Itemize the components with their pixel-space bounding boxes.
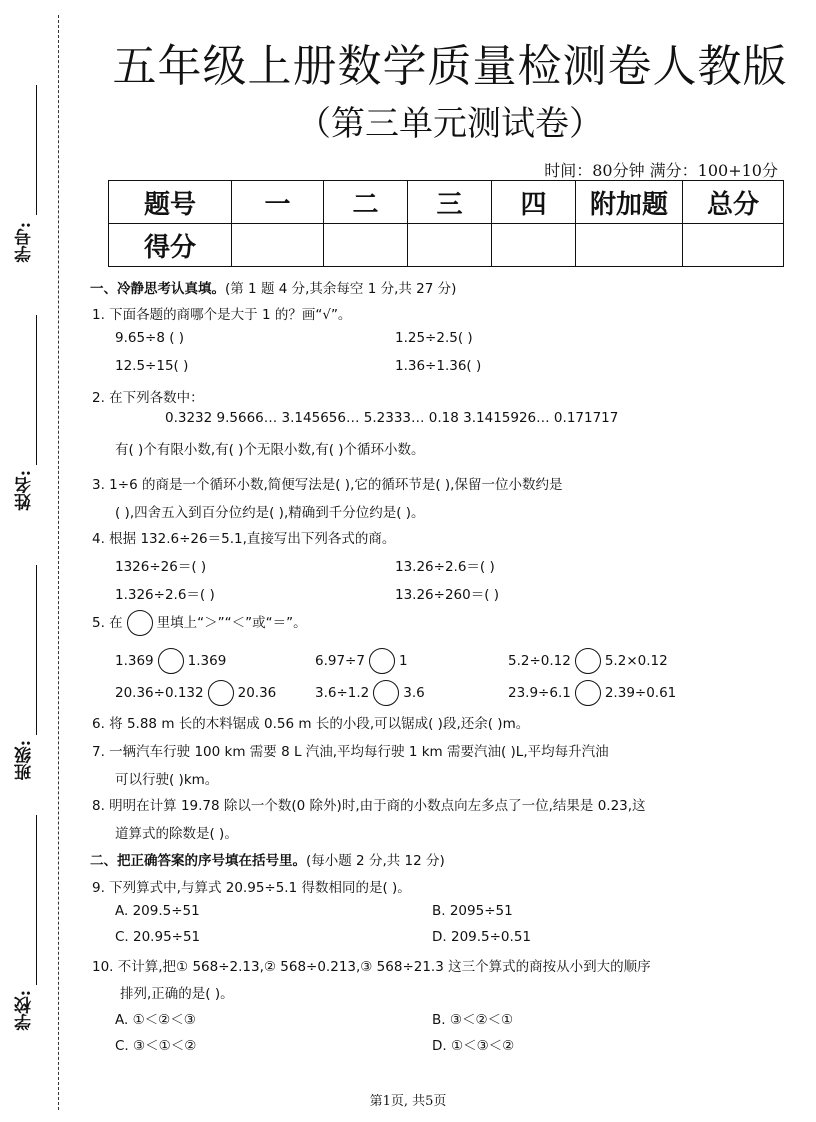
q4-option: 13.26÷260＝( ) (395, 587, 500, 603)
compare-circle-icon (127, 610, 153, 636)
q5-right: 1 (398, 653, 408, 669)
compare-circle[interactable] (575, 648, 601, 674)
score-header-cell: 三 (408, 181, 492, 224)
q4-option: 1326÷26＝( ) (115, 559, 207, 575)
score-header-cell: 题号 (109, 181, 232, 224)
q5-right: 3.6 (403, 685, 425, 701)
school-line (36, 815, 37, 985)
binding-dashed-line (58, 15, 59, 1110)
page-footer: 第1页, 共5页 (369, 1094, 447, 1109)
compare-circle[interactable] (369, 648, 395, 674)
q10-option-d: D. ①＜③＜② (432, 1038, 515, 1054)
q5-stem-post: 里填上“＞”“＜”或“＝”。 (156, 615, 307, 631)
q5-right: 5.2×0.12 (604, 653, 668, 669)
q5-stem (92, 610, 307, 636)
q5-right: 20.36 (237, 685, 277, 701)
school-label: 学校: (15, 990, 35, 1031)
name-line (36, 315, 37, 465)
q5-left: 5.2÷0.12 (508, 653, 571, 669)
q5-item (508, 648, 668, 674)
section-2-heading (90, 849, 445, 869)
q5-left: 6.97÷7 (315, 653, 365, 669)
compare-circle[interactable] (373, 680, 399, 706)
q10-option-b: B. ③＜②＜① (432, 1012, 514, 1028)
score-header-cell: 总分 (683, 181, 784, 224)
score-header-row (109, 181, 784, 224)
q2-stem: 2. 在下列各数中： (92, 390, 204, 406)
score-header-cell: 一 (232, 181, 324, 224)
q5-right: 1.369 (187, 653, 227, 669)
section-2-title: 二、把正确答案的序号填在括号里。 (90, 853, 306, 869)
score-value-row (109, 224, 784, 267)
class-line (36, 565, 37, 735)
q4-option: 1.326÷2.6＝( ) (115, 587, 215, 603)
score-header-cell: 四 (492, 181, 576, 224)
exam-no-label: 学号: (15, 222, 35, 263)
q9-option-c: C. 20.95÷51 (115, 929, 201, 945)
q3-line2: ( ),四舍五入到百分位约是( ),精确到千分位约是( )。 (115, 505, 425, 521)
q5-item (508, 680, 676, 706)
compare-circle[interactable] (575, 680, 601, 706)
section-1-heading (90, 277, 456, 297)
score-cell[interactable] (683, 224, 784, 267)
q6: 6. 将 5.88 m 长的木料锯成 0.56 m 长的小段,可以锯成( )段,还余( )m。 (92, 716, 530, 732)
score-table (108, 180, 784, 267)
q7-line1: 7. 一辆汽车行驶 100 km 需要 8 L 汽油,平均每行驶 1 km 需要汽油( )L,平均每升汽油 (92, 744, 609, 760)
compare-circle[interactable] (208, 680, 234, 706)
q1-option: 9.65÷8 ( ) (115, 330, 185, 346)
q10-line1: 10. 不计算,把① 568÷2.13,② 568÷0.213,③ 568÷21.3 这三个算式的商按从小到大的顺序 (92, 959, 651, 975)
score-cell[interactable] (232, 224, 324, 267)
exam-no-line (36, 85, 37, 215)
q5-left: 1.369 (115, 653, 154, 669)
score-cell[interactable] (576, 224, 683, 267)
time-info: 时间：80分钟 满分：100+10分 (544, 161, 778, 180)
section-1-title: 一、冷静思考认真填。 (90, 281, 225, 297)
q5-item (115, 648, 226, 674)
score-header-cell: 附加题 (576, 181, 683, 224)
page-title: 五年级上册数学质量检测卷人教版 (112, 41, 788, 92)
q5-item (315, 648, 408, 674)
q10-line2: 排列,正确的是( )。 (120, 986, 234, 1002)
score-cell[interactable] (408, 224, 492, 267)
q1-option: 12.5÷15( ) (115, 358, 189, 374)
q5-stem-pre: 5. 在 (92, 615, 123, 631)
section-2-note: (每小题 2 分,共 12 分) (306, 853, 445, 869)
q2-numbers: 0.3232 9.5666… 3.145656… 5.2333… 0.18 3.1415926… 0.171717 (165, 410, 619, 426)
score-cell[interactable] (492, 224, 576, 267)
q1-option: 1.36÷1.36( ) (395, 358, 482, 374)
q9-option-d: D. 209.5÷0.51 (432, 929, 531, 945)
q4-option: 13.26÷2.6＝( ) (395, 559, 495, 575)
q5-right: 2.39÷0.61 (604, 685, 677, 701)
class-label: 班级: (15, 740, 35, 781)
q9-stem: 9. 下列算式中,与算式 20.95÷5.1 得数相同的是( )。 (92, 880, 411, 896)
compare-circle[interactable] (158, 648, 184, 674)
score-row-label: 得分 (109, 224, 232, 267)
score-header-cell: 二 (324, 181, 408, 224)
q3-line1: 3. 1÷6 的商是一个循环小数,简便写法是( ),它的循环节是( ),保留一位小数约是 (92, 477, 563, 493)
q9-option-a: A. 209.5÷51 (115, 903, 200, 919)
q1-stem: 1. 下面各题的商哪个是大于 1 的？画“√”。 (92, 307, 352, 323)
q8-line1: 8. 明明在计算 19.78 除以一个数(0 除外)时,由于商的小数点向左多点了一位,结果是 0.23,这 (92, 798, 646, 814)
q1-option: 1.25÷2.5( ) (395, 330, 473, 346)
section-1-note: (第 1 题 4 分,其余每空 1 分,共 27 分) (225, 281, 457, 297)
q7-line2: 可以行驶( )km。 (115, 772, 219, 788)
q5-item (315, 680, 425, 706)
q5-left: 23.9÷6.1 (508, 685, 571, 701)
page-subtitle: （第三单元测试卷） (297, 104, 603, 144)
q9-option-b: B. 2095÷51 (432, 903, 513, 919)
q4-stem: 4. 根据 132.6÷26＝5.1,直接写出下列各式的商。 (92, 531, 396, 547)
q5-left: 20.36÷0.132 (115, 685, 204, 701)
q10-option-c: C. ③＜①＜② (115, 1038, 197, 1054)
q8-line2: 道算式的除数是( )。 (115, 826, 238, 842)
score-cell[interactable] (324, 224, 408, 267)
name-label: 姓名: (15, 470, 35, 511)
q2-fill: 有( )个有限小数,有( )个无限小数,有( )个循环小数。 (115, 442, 425, 458)
q5-item (115, 680, 276, 706)
q5-left: 3.6÷1.2 (315, 685, 370, 701)
q10-option-a: A. ①＜②＜③ (115, 1012, 196, 1028)
